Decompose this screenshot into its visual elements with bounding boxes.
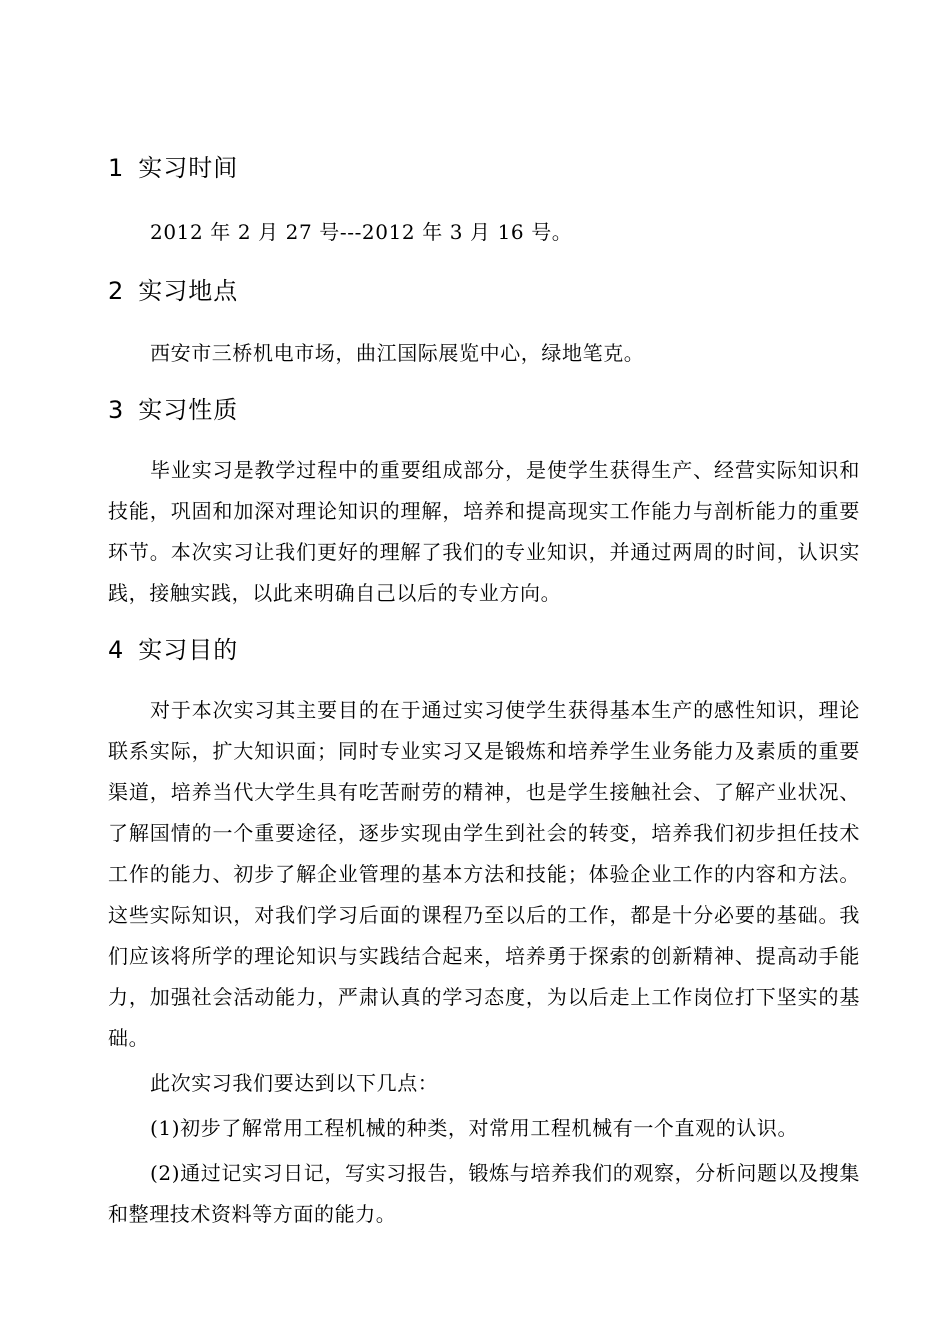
section-heading-1: [108, 150, 860, 186]
section-4-list-item-1: (1)初步了解常用工程机械的种类，对常用工程机械有一个直观的认识。: [150, 1116, 799, 1140]
section-number: 4: [108, 636, 125, 664]
section-number: 2: [108, 277, 125, 305]
section-heading-3: [108, 392, 860, 428]
section-3-paragraph: 毕业实习是教学过程中的重要组成部分，是使学生获得生产、经营实际知识和技能，巩固和加深对理论知识的理解，培养和提高现实工作能力与剖析能力的重要环节。本次实习让我们更好的理解了我们的专业知识，并通过两周的时间，认识实践，接触实践，以此来明确自己以后的专业方向。: [108, 458, 860, 605]
section-4-list-item-2: (2)通过记实习日记，写实习报告，锻炼与培养我们的观察，分析问题以及搜集和整理技术资料等方面的能力。: [108, 1161, 860, 1226]
section-number: 1: [108, 154, 125, 182]
section-1-paragraph: 2012 年 2 月 27 号---2012 年 3 月 16 号。: [150, 220, 573, 244]
section-title: 实习目的: [138, 636, 239, 664]
section-4-list-intro: 此次实习我们要达到以下几点：: [150, 1071, 439, 1095]
section-number: 3: [108, 396, 125, 424]
section-title: 实习性质: [138, 396, 239, 424]
section-heading-4: [108, 632, 860, 668]
document-body: [108, 150, 860, 1235]
section-title: 实习时间: [138, 154, 239, 182]
section-heading-2: [108, 273, 860, 309]
section-2-paragraph: 西安市三桥机电市场，曲江国际展览中心，绿地笔克。: [150, 341, 645, 365]
section-4-paragraph: 对于本次实习其主要目的在于通过实习使学生获得基本生产的感性知识，理论联系实际，扩大知识面；同时专业实习又是锻炼和培养学生业务能力及素质的重要渠道，培养当代大学生具有吃苦耐劳的精神，也是学生接触社会、了解产业状况、了解国情的一个重要途径，逐步实现由学生到社会的转变，培养我们初步担任技术工作的能力、初步了解企业管理的基本方法和技能；体验企业工作的内容和方法。这些实际知识，对我们学习后面的课程乃至以后的工作，都是十分必要的基础。我们应该将所学的理论知识与实践结合起来，培养勇于探索的创新精神、提高动手能力，加强社会活动能力，严肃认真的学习态度，为以后走上工作岗位打下坚实的基础。: [108, 698, 860, 1050]
section-title: 实习地点: [138, 277, 239, 305]
